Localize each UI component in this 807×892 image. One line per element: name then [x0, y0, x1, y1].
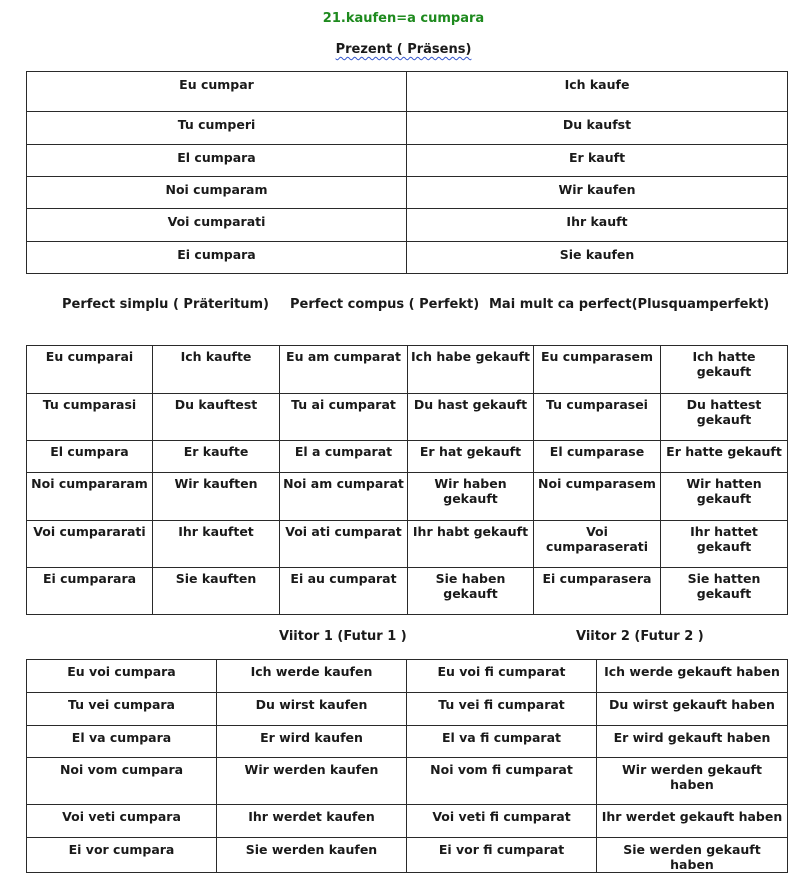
table-cell: Ei au cumparat	[280, 568, 408, 615]
table-cell: Sie werden kaufen	[217, 838, 407, 873]
table-cell: Ihr werdet kaufen	[217, 805, 407, 838]
past-tenses-table	[26, 345, 788, 615]
table-cell: Noi am cumparat	[280, 473, 408, 521]
table-cell: Wir hatten gekauft	[661, 473, 788, 521]
table-row	[27, 693, 788, 726]
table-row	[27, 72, 788, 112]
table-cell: Tu cumperi	[27, 112, 407, 145]
table-cell: Eu cumparai	[27, 346, 153, 394]
table-row	[27, 758, 788, 805]
table-row	[27, 838, 788, 873]
viitor-1-heading: Viitor 1 (Futur 1 )	[279, 629, 407, 644]
table-cell: Eu cumpar	[27, 72, 407, 112]
table-cell: Voi cumparati	[27, 209, 407, 242]
table-cell: El cumparase	[534, 441, 661, 473]
table-cell: Ihr habt gekauft	[408, 521, 534, 568]
table-cell: Ei vor fi cumparat	[407, 838, 597, 873]
table-cell: Sie kauften	[153, 568, 280, 615]
table-cell: Du hast gekauft	[408, 394, 534, 441]
table-cell: Eu voi fi cumparat	[407, 660, 597, 693]
table-cell: Ei cumparara	[27, 568, 153, 615]
table-row	[27, 145, 788, 177]
table-cell: Du kauftest	[153, 394, 280, 441]
table-cell: Ei cumpara	[27, 242, 407, 274]
table-cell: Tu cumparasi	[27, 394, 153, 441]
table-cell: Ich werde gekauft haben	[597, 660, 788, 693]
document-title: 21.kaufen=a cumpara	[322, 11, 485, 26]
table-cell: Ei vor cumpara	[27, 838, 217, 873]
table-cell: Ihr hattet gekauft	[661, 521, 788, 568]
table-row	[27, 112, 788, 145]
table-row	[27, 660, 788, 693]
viitor-2-heading: Viitor 2 (Futur 2 )	[576, 629, 704, 644]
table-cell: Noi vom fi cumparat	[407, 758, 597, 805]
table-cell: Du kaufst	[407, 112, 788, 145]
table-cell: Du wirst kaufen	[217, 693, 407, 726]
table-cell: Er kaufte	[153, 441, 280, 473]
table-cell: Er kauft	[407, 145, 788, 177]
table-row	[27, 177, 788, 209]
table-cell: Sie hatten gekauft	[661, 568, 788, 615]
table-cell: Ihr werdet gekauft haben	[597, 805, 788, 838]
table-cell: Tu vei cumpara	[27, 693, 217, 726]
table-cell: Ich hatte gekauft	[661, 346, 788, 394]
table-cell: Voi veti fi cumparat	[407, 805, 597, 838]
table-cell: Tu ai cumparat	[280, 394, 408, 441]
table-cell: Tu cumparasei	[534, 394, 661, 441]
table-row	[27, 568, 788, 615]
table-cell: Er wird kaufen	[217, 726, 407, 758]
table-cell: Noi cumpararam	[27, 473, 153, 521]
table-row	[27, 242, 788, 274]
table-cell: Du hattest gekauft	[661, 394, 788, 441]
table-cell: El va fi cumparat	[407, 726, 597, 758]
table-row	[27, 805, 788, 838]
table-row	[27, 441, 788, 473]
table-cell: Er wird gekauft haben	[597, 726, 788, 758]
table-cell: Noi cumparasem	[534, 473, 661, 521]
prezent-heading: Prezent ( Präsens)	[335, 42, 472, 57]
table-cell: Ich werde kaufen	[217, 660, 407, 693]
table-cell: Sie werden gekauft haben	[597, 838, 788, 873]
table-cell: Eu cumparasem	[534, 346, 661, 394]
table-cell: Eu am cumparat	[280, 346, 408, 394]
table-cell: Ich habe gekauft	[408, 346, 534, 394]
table-cell: Du wirst gekauft haben	[597, 693, 788, 726]
table-cell: Voi veti cumpara	[27, 805, 217, 838]
table-row	[27, 521, 788, 568]
table-row	[27, 346, 788, 394]
table-cell: Sie kaufen	[407, 242, 788, 274]
mai-mult-ca-perfect-heading: Mai mult ca perfect(Plusquamperfekt)	[489, 297, 770, 312]
table-cell: Wir kaufen	[407, 177, 788, 209]
table-cell: El a cumparat	[280, 441, 408, 473]
prezent-table	[26, 71, 788, 274]
table-row	[27, 726, 788, 758]
perfect-compus-heading: Perfect compus ( Perfekt)	[290, 297, 480, 312]
table-cell: Noi vom cumpara	[27, 758, 217, 805]
future-tenses-table	[26, 659, 788, 873]
table-row	[27, 209, 788, 242]
table-cell: Voi ati cumparat	[280, 521, 408, 568]
table-cell: Wir werden kaufen	[217, 758, 407, 805]
table-cell: Voi cumpararati	[27, 521, 153, 568]
table-cell: Wir kauften	[153, 473, 280, 521]
table-cell: Ihr kauftet	[153, 521, 280, 568]
table-cell: Ich kaufe	[407, 72, 788, 112]
table-row	[27, 394, 788, 441]
table-cell: Wir werden gekauft haben	[597, 758, 788, 805]
table-cell: Sie haben gekauft	[408, 568, 534, 615]
table-cell: El cumpara	[27, 441, 153, 473]
table-cell: Voi cumparaserati	[534, 521, 661, 568]
table-cell: Noi cumparam	[27, 177, 407, 209]
table-cell: Eu voi cumpara	[27, 660, 217, 693]
table-cell: Wir haben gekauft	[408, 473, 534, 521]
table-row	[27, 473, 788, 521]
table-cell: Ich kaufte	[153, 346, 280, 394]
table-cell: El cumpara	[27, 145, 407, 177]
table-cell: El va cumpara	[27, 726, 217, 758]
table-cell: Tu vei fi cumparat	[407, 693, 597, 726]
table-cell: Er hatte gekauft	[661, 441, 788, 473]
table-cell: Ei cumparasera	[534, 568, 661, 615]
table-cell: Ihr kauft	[407, 209, 788, 242]
table-cell: Er hat gekauft	[408, 441, 534, 473]
perfect-simplu-heading: Perfect simplu ( Präteritum)	[62, 297, 269, 312]
